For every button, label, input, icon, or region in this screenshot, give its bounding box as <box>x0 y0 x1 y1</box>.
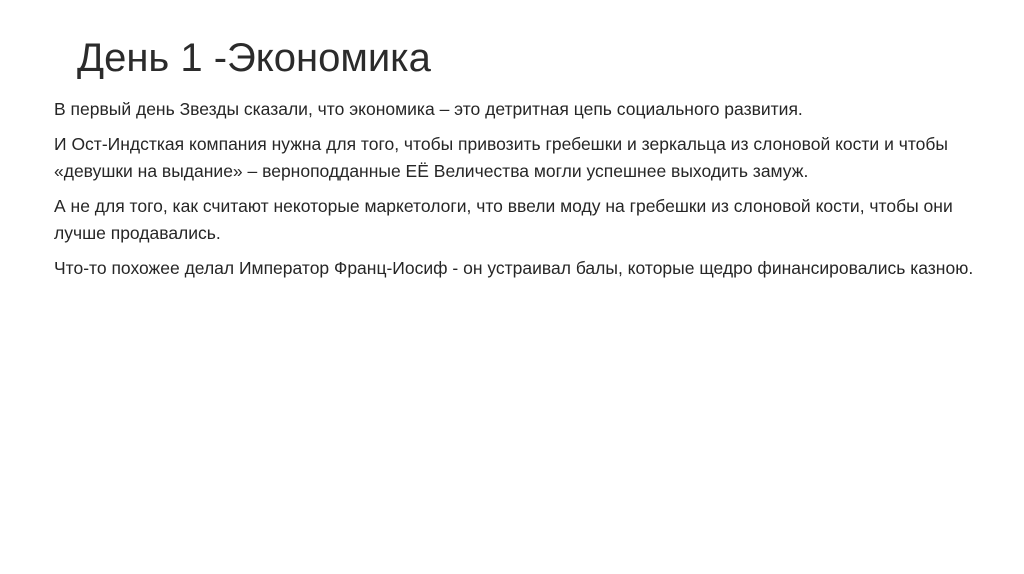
paragraph-4: Что-то похожее делал Император Франц-Иосиф - он устраивал балы, которые щедро финансировались казною. <box>54 258 974 278</box>
paragraph-2: И Ост-Индсткая компания нужна для того, чтобы привозить гребешки и зеркальца из слоновой кости и чтобы «девушки на выдание» – верноподданные ЕЁ Величества могли успешнее выходить замуж. <box>54 134 948 181</box>
paragraph-3: А не для того, как считают некоторые маркетологи, что ввели моду на гребешки из слоновой кости, чтобы они лучше продавались. <box>54 196 953 243</box>
paragraph-1: В первый день Звезды сказали, что экономика – это детритная цепь социального развития. <box>54 99 803 119</box>
slide-title: День 1 -Экономика <box>77 36 431 80</box>
slide-body <box>54 96 974 290</box>
